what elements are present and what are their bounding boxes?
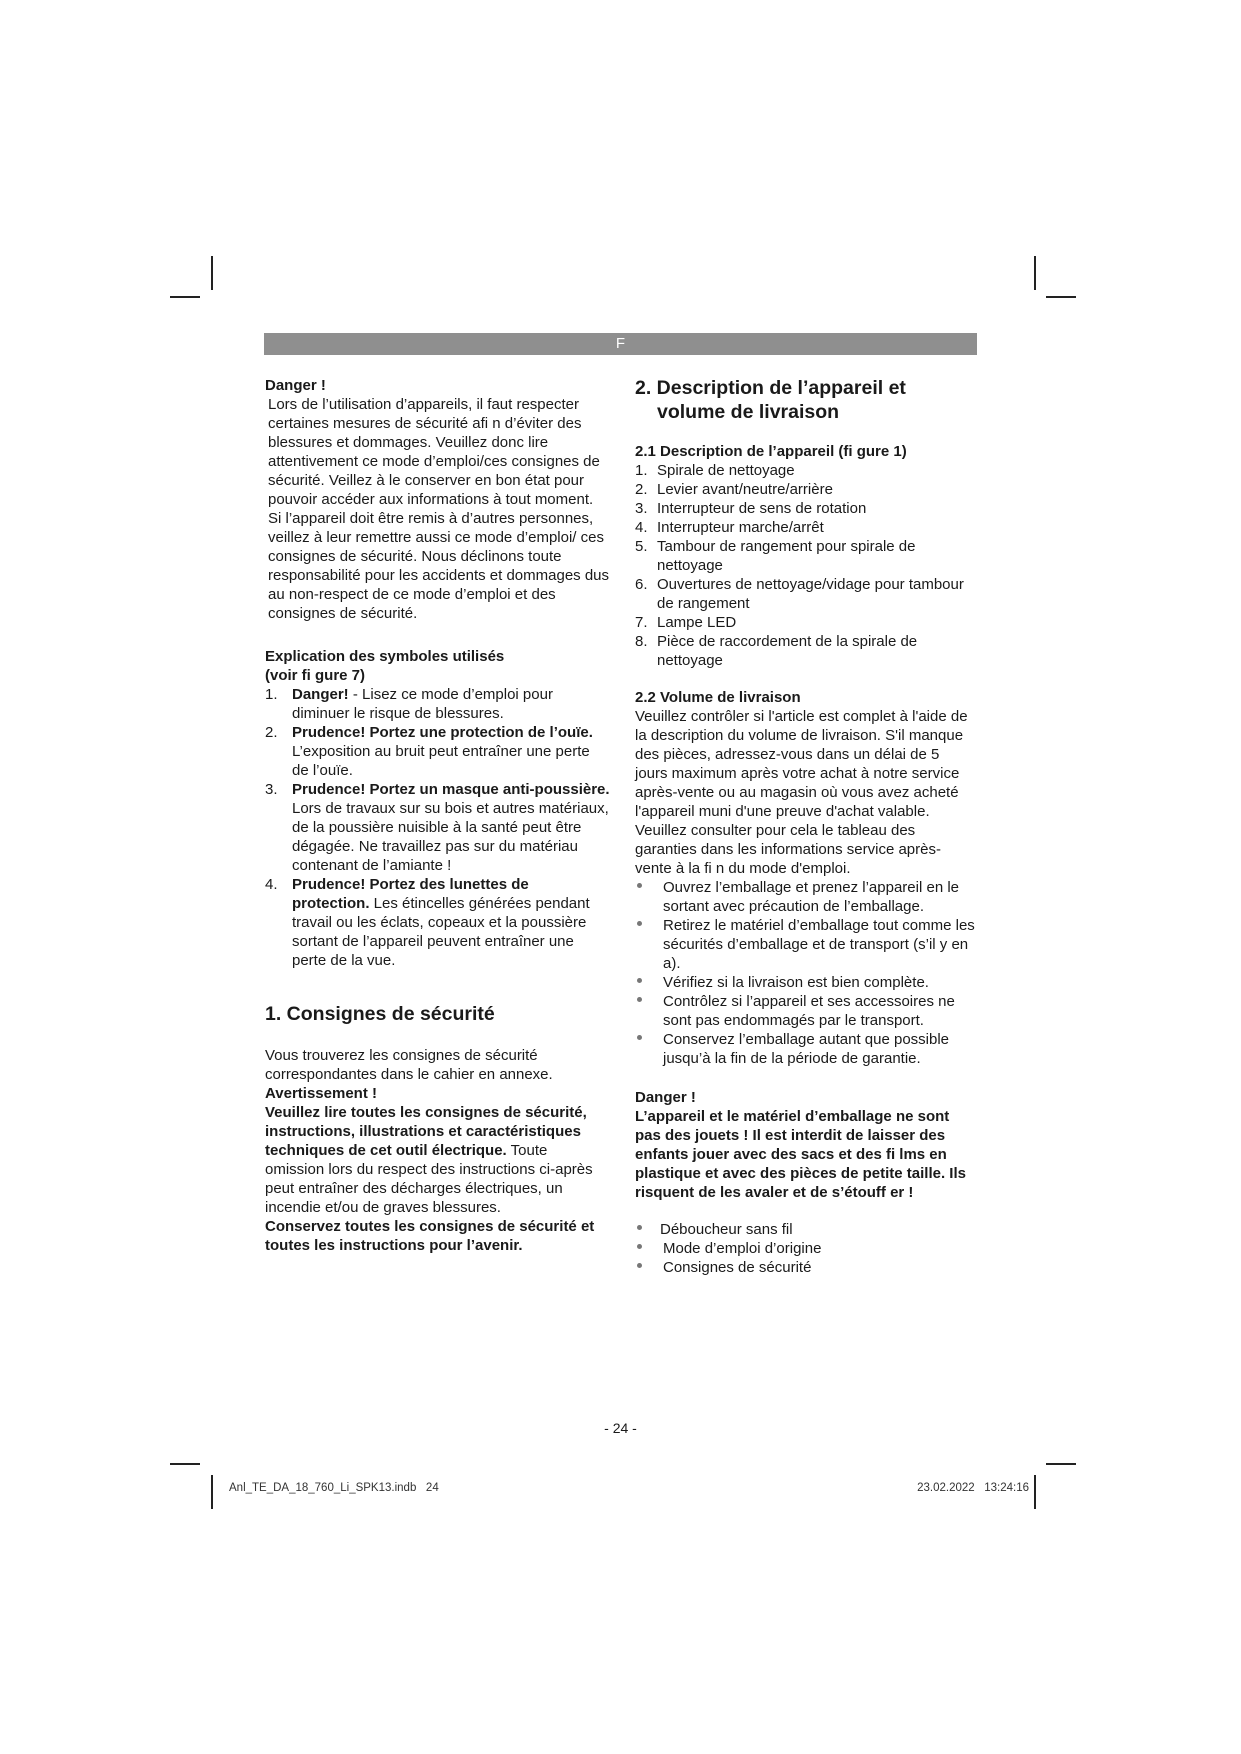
- packaging-danger-title: Danger !: [635, 1089, 696, 1106]
- section-2-heading: 2. Description de l’appareil et volume de livraison: [635, 377, 906, 423]
- parts-list: [635, 461, 975, 670]
- delivery-paragraph: Veuillez contrôler si l'article est complet à l'aide de la description du volume de livraison. S'il manque des pièces, adressez-vous dans un délai de 5 jours maximum après votre achat à notre service après-vente ou au magasin où vous avez acheté l'appareil muni d'une preuve d'achat valable. Veuillez consulter pour cela le tableau des garanties dans les informations service après-vente à la fi n du mode d'emploi.: [635, 708, 968, 877]
- language-letter: F: [615, 335, 626, 352]
- footer-filename: Anl_TE_DA_18_760_Li_SPK13.indb 24: [229, 1482, 439, 1494]
- delivery-content-item: Consignes de sécurité: [635, 1258, 975, 1277]
- symbol-item-bold: Prudence! Portez des lunettes de protection.: [292, 876, 529, 912]
- symbol-item: [265, 780, 610, 875]
- unpacking-item: Retirez le matériel d’emballage tout comme les sécurités d’emballage et de transport (s’il y en a).: [635, 916, 975, 973]
- part-label: Levier avant/neutre/arrière: [657, 481, 833, 498]
- crop-mark-bottom-right-vertical: [1034, 1475, 1036, 1509]
- page-number: - 24 -: [604, 1420, 637, 1436]
- danger-paragraph: Lors de l’utilisation d’appareils, il faut respecter certaines mesures de sécurité afi n d’éviter des blessures et dommages. Veuillez donc lire attentivement ce mode d’emploi/ces consignes de sécurité. Veillez à le conserver en bon état pour pouvoir accéder aux informations à tout moment. Si l’appareil doit être remis à d’autres personnes, veillez à leur remettre aussi ce mode d’emploi/ ces consignes de sécurité. Nous déclinons toute responsabilité pour les accidents et dommages dus au non-respect de ce mode d’emploi et des consignes de sécurité.: [268, 396, 610, 622]
- part-label: Interrupteur marche/arrêt: [657, 519, 824, 536]
- part-label: Pièce de raccordement de la spirale de nettoyage: [657, 633, 918, 669]
- symbols-title-figure: (voir fi gure 7): [265, 667, 366, 684]
- crop-mark-top-left-vertical: [211, 256, 213, 290]
- symbol-item-bold: Danger!: [292, 686, 349, 703]
- symbol-item-bold: Prudence! Portez une protection de l’ouïe.: [292, 724, 593, 741]
- part-item: [635, 518, 975, 537]
- packaging-danger-text: L’appareil et le matériel d’emballage ne sont pas des jouets ! Il est interdit de laisser des enfants jouer avec des sacs et des fi lms en plastique et avec des pièces de petite taille. Ils risquent de les avaler et de s’étouff er !: [635, 1108, 966, 1201]
- keep-instructions: Conservez toutes les consignes de sécurité et toutes les instructions pour l’avenir.: [265, 1218, 595, 1254]
- symbol-item-number: 1.: [265, 686, 278, 703]
- unpacking-list: [635, 878, 975, 1068]
- symbol-item: [265, 685, 610, 723]
- warning-text: Toute omission lors du respect des instructions ci-après peut entraîner des décharges électriques, un incendie et/ou de graves blessures.: [265, 1142, 593, 1216]
- symbols-list: [265, 685, 610, 970]
- unpacking-item: Conservez l’emballage autant que possible jusqu’à la fin de la période de garantie.: [635, 1030, 975, 1068]
- part-number: 1.: [635, 462, 648, 479]
- part-item: [635, 613, 975, 632]
- part-number: 8.: [635, 633, 648, 650]
- symbol-item-number: 2.: [265, 724, 278, 741]
- symbol-item-number: 3.: [265, 781, 278, 798]
- part-label: Lampe LED: [657, 614, 737, 631]
- danger-title: Danger !: [265, 377, 326, 394]
- part-label: Tambour de rangement pour spirale de nettoyage: [657, 538, 916, 574]
- crop-mark-top-left-horizontal: [170, 296, 200, 298]
- warning-title: Avertissement !: [265, 1085, 377, 1102]
- symbol-item: [265, 723, 610, 780]
- part-number: 3.: [635, 500, 648, 517]
- delivery-contents-list: [635, 1220, 975, 1277]
- unpacking-item: Ouvrez l’emballage et prenez l’appareil en le sortant avec précaution de l’emballage.: [635, 878, 975, 916]
- right-column: [635, 376, 975, 1277]
- warning-bold-text: Veuillez lire toutes les consignes de sécurité, instructions, illustrations et caractéristiques techniques de cet outil électrique.: [265, 1104, 587, 1159]
- part-label: Ouvertures de nettoyage/vidage pour tambour de rangement: [657, 576, 964, 612]
- crop-mark-top-right-vertical: [1034, 256, 1036, 290]
- section-1-heading: 1. Consignes de sécurité: [265, 1003, 495, 1025]
- part-number: 2.: [635, 481, 648, 498]
- crop-mark-top-right-horizontal: [1046, 296, 1076, 298]
- part-item: [635, 575, 975, 613]
- part-item: [635, 537, 975, 575]
- crop-mark-bottom-right-horizontal: [1046, 1463, 1076, 1465]
- part-item: [635, 461, 975, 480]
- part-number: 5.: [635, 538, 648, 555]
- symbol-item-text: Les étincelles générées pendant travail ou les éclats, copeaux et la poussière sortant de l’appareil peuvent entraîner une perte de la vue.: [292, 895, 590, 969]
- warning-paragraph: [265, 1103, 610, 1217]
- symbol-item-text: - Lisez ce mode d’emploi pour diminuer le risque de blessures.: [292, 686, 553, 722]
- crop-mark-bottom-left-vertical: [211, 1475, 213, 1509]
- unpacking-item: Contrôlez si l’appareil et ses accessoires ne sont pas endommagés par le transport.: [635, 992, 975, 1030]
- symbol-item-text: L’exposition au bruit peut entraîner une perte de l’ouïe.: [292, 743, 590, 779]
- unpacking-item: Vérifiez si la livraison est bien complète.: [635, 973, 975, 992]
- footer-timestamp: 23.02.2022 13:24:16: [917, 1482, 1029, 1494]
- part-item: [635, 480, 975, 499]
- part-number: 4.: [635, 519, 648, 536]
- part-number: 7.: [635, 614, 648, 631]
- left-column: [265, 376, 610, 1255]
- part-number: 6.: [635, 576, 648, 593]
- language-header-bar: [264, 333, 977, 355]
- delivery-content-item: Mode d’emploi d’origine: [635, 1239, 975, 1258]
- symbols-title: Explication des symboles utilisés: [265, 648, 505, 665]
- part-label: Interrupteur de sens de rotation: [657, 500, 867, 517]
- symbol-item: [265, 875, 610, 970]
- symbol-item-bold: Prudence! Portez un masque anti-poussière.: [292, 781, 610, 798]
- symbol-item-number: 4.: [265, 876, 278, 893]
- symbol-item-text: Lors de travaux sur su bois et autres matériaux, de la poussière nuisible à la santé peut être dégagée. Ne travaillez pas sur du matériau contenant de l’amiante !: [292, 800, 609, 874]
- subsection-2-2-heading: 2.2 Volume de livraison: [635, 689, 801, 706]
- part-item: [635, 632, 975, 670]
- section-1-intro: Vous trouverez les consignes de sécurité correspondantes dans le cahier en annexe.: [265, 1047, 553, 1083]
- subsection-2-1-heading: 2.1 Description de l’appareil (fi gure 1): [635, 443, 907, 460]
- part-item: [635, 499, 975, 518]
- delivery-content-item: Déboucheur sans fil: [635, 1220, 975, 1239]
- crop-mark-bottom-left-horizontal: [170, 1463, 200, 1465]
- part-label: Spirale de nettoyage: [657, 462, 795, 479]
